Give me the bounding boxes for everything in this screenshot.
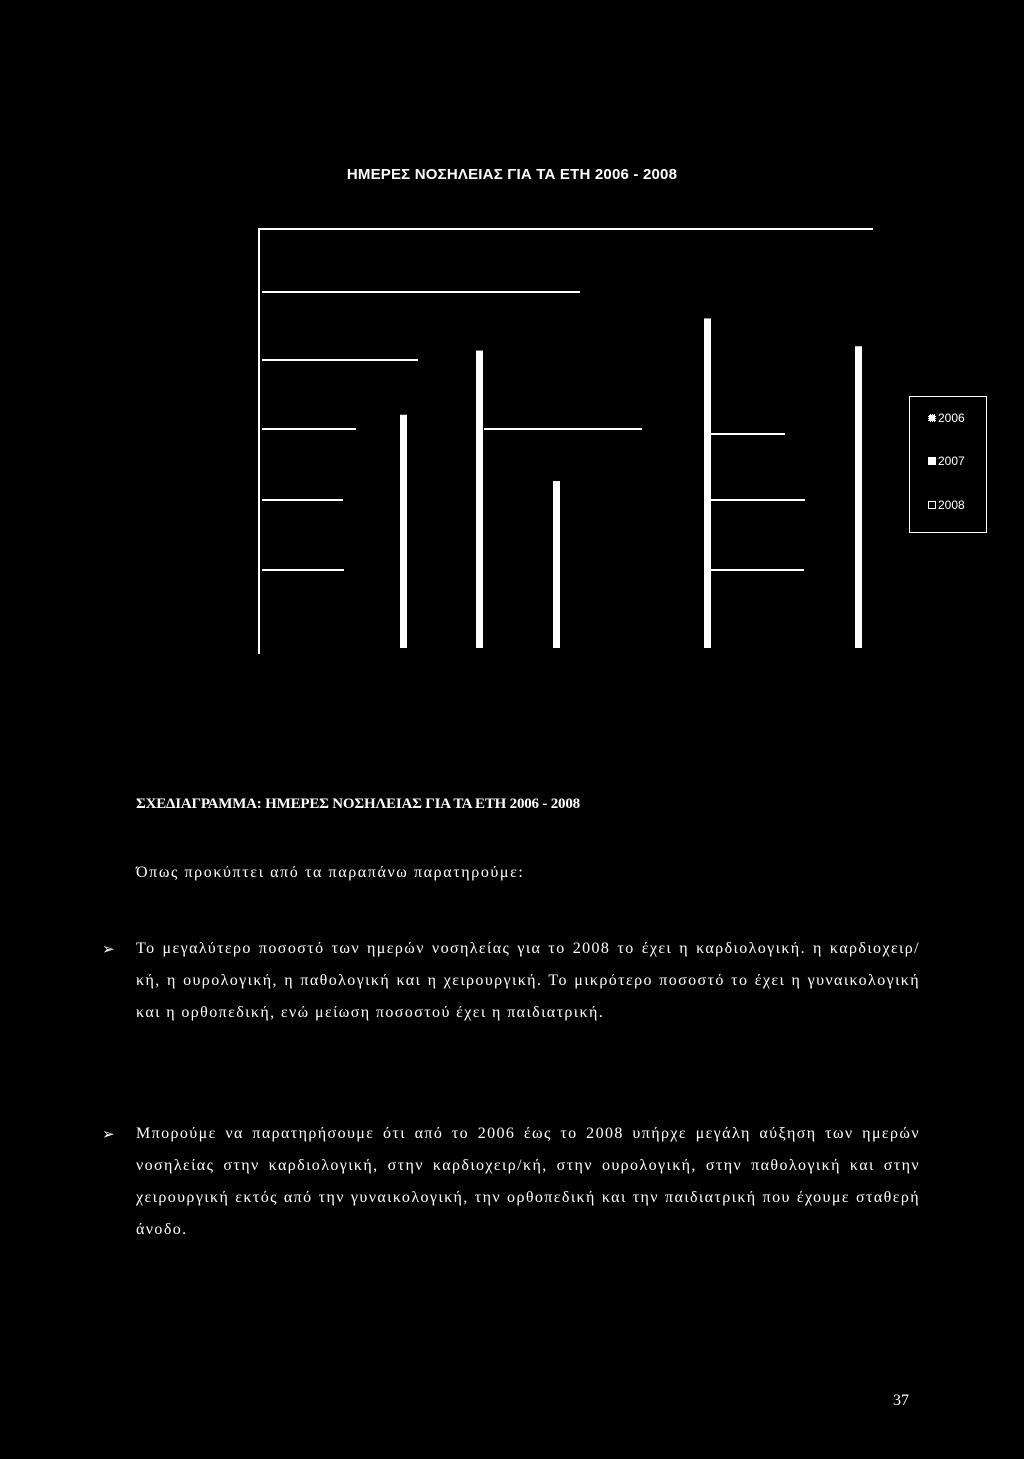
- legend-item-2006: [928, 411, 965, 425]
- page-number: 37: [893, 1392, 909, 1409]
- legend-item-2007: [928, 454, 965, 468]
- legend-item-2008: [928, 498, 965, 512]
- chart-bar: [476, 351, 483, 648]
- legend-swatch-icon: [928, 501, 936, 509]
- chart-bar: [553, 481, 560, 648]
- chart-bar: [855, 346, 862, 648]
- chart-bars: [400, 318, 862, 648]
- legend-swatch-icon: [928, 414, 936, 422]
- chart-title: ΗΜΕΡΕΣ ΝΟΣΗΛΕΙΑΣ ΓΙΑ ΤΑ ΕΤΗ 2006 - 2008: [346, 166, 678, 183]
- chart-frame: [258, 229, 873, 654]
- bullet-paragraph: [102, 933, 920, 1029]
- bullet-text: Μπορούμε να παρατηρήσουμε ότι από το 2006 έως το 2008 υπήρχε μεγάλη αύξηση των ημερών νοσηλείας στην καρδιολογική, στην καρδιοχειρ/κή, στην ουρολογική, στην παθολογική και στην χειρουργική εκτός από την γυναικολογική, την ορθοπεδική και την παιδιατρική που έχουμε σταθερή άνοδο.: [136, 1125, 920, 1238]
- chart-legend: [909, 396, 987, 533]
- legend-label: 2006: [938, 411, 965, 425]
- bullet-text: Το μεγαλύτερο ποσοστό των ημερών νοσηλείας για το 2008 το έχει η καρδιολογική. η καρδιοχειρ/κή, η ουρολογική, η παθολογική και η χειρουργική. Το μικρότερο ποσοστό το έχει η γυναικολογική και η ορθοπεδική, ενώ μείωση ποσοστού έχει η παιδιατρική.: [136, 940, 920, 1021]
- chart-bar: [400, 415, 407, 648]
- bullet-paragraph: [102, 1118, 920, 1246]
- legend-label: 2008: [938, 498, 965, 512]
- legend-swatch-icon: [928, 457, 936, 465]
- chart-bar: [704, 318, 711, 648]
- arrow-bullet-icon: ➢: [102, 940, 116, 958]
- legend-label: 2007: [938, 454, 965, 468]
- bar-chart: [0, 200, 1024, 660]
- arrow-bullet-icon: ➢: [102, 1125, 116, 1143]
- intro-paragraph: Όπως προκύπτει από τα παραπάνω παρατηρούμε:: [136, 864, 525, 881]
- figure-caption: ΣΧΕΔΙΑΓΡΑΜΜΑ: ΗΜΕΡΕΣ ΝΟΣΗΛΕΙΑΣ ΓΙΑ ΤΑ ΕΤΗ 2006 - 2008: [136, 796, 580, 812]
